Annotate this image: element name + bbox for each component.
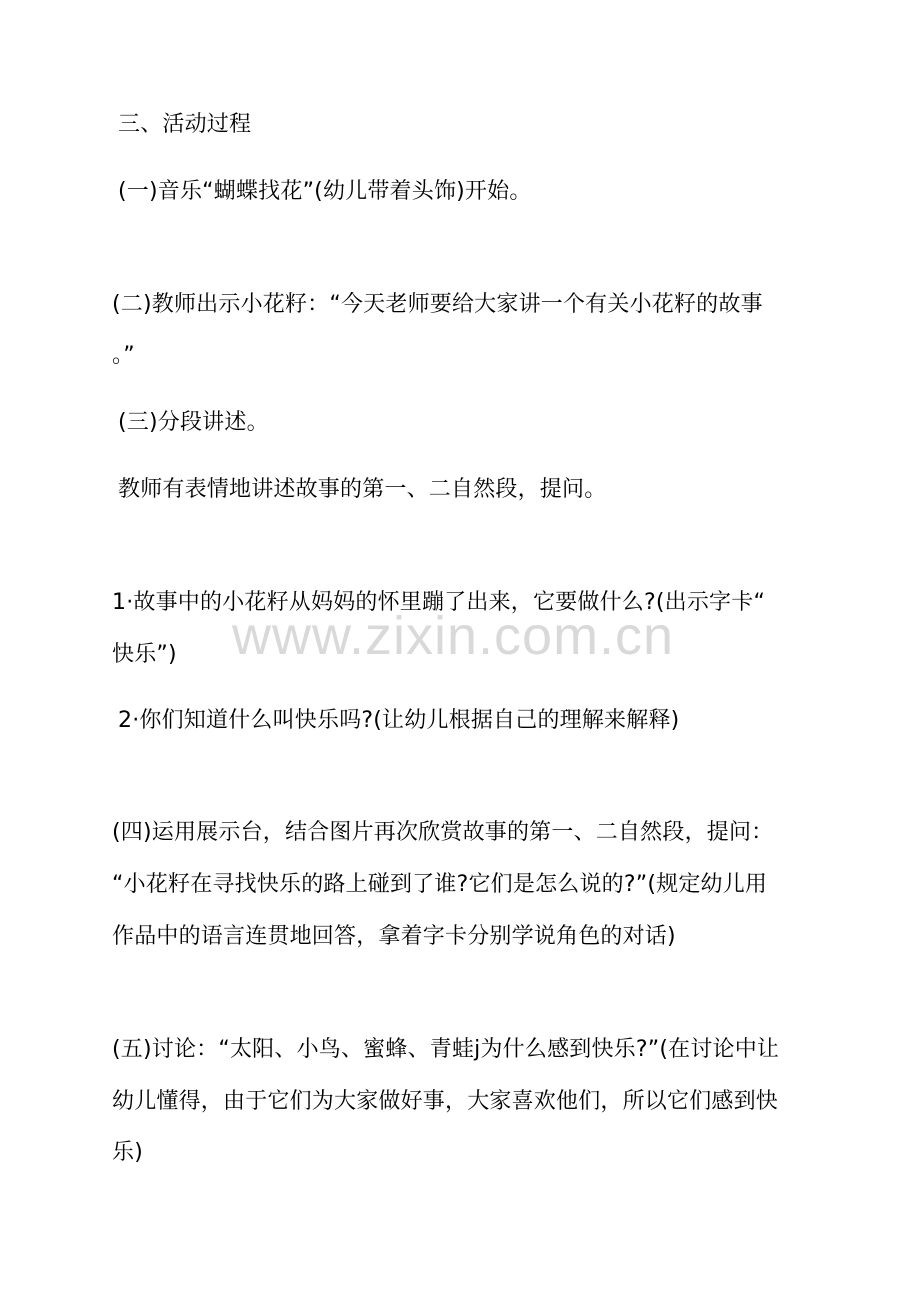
paragraph-line: 1·故事中的小花籽从妈妈的怀里蹦了出来，它要做什么?(出示字卡“ (112, 590, 766, 615)
section-heading: 三、活动过程 (118, 112, 252, 137)
paragraph-line: 2·你们知道什么叫快乐吗?(让幼儿根据自己的理解来解释) (118, 708, 680, 733)
paragraph-line: 教师有表情地讲述故事的第一、二自然段，提问。 (118, 477, 607, 502)
paragraph-line: (五)讨论：“太阳、小鸟、蜜蜂、青蛙j为什么感到快乐?”(在讨论中让 (112, 1037, 780, 1062)
paragraph-line: 作品中的语言连贯地回答，拿着字卡分别学说角色的对话) (112, 924, 676, 949)
paragraph-line: (三)分段讲述。 (118, 410, 269, 435)
paragraph-line: 。” (112, 343, 135, 368)
paragraph-line: 幼儿懂得，由于它们为大家做好事，大家喜欢他们，所以它们感到快 (112, 1089, 779, 1114)
paragraph-line: (二)教师出示小花籽：“今天老师要给大家讲一个有关小花籽的故事 (112, 292, 763, 317)
watermark-text: www.zixin.com.cn (232, 606, 675, 666)
paragraph-line: (一)音乐“蝴蝶找花”(幼儿带着头饰)开始。 (118, 179, 532, 204)
paragraph-line: 乐) (112, 1140, 143, 1165)
paragraph-line: “小花籽在寻找快乐的路上碰到了谁?它们是怎么说的?”(规定幼儿用 (112, 872, 768, 897)
paragraph-line: (四)运用展示台，结合图片再次欣赏故事的第一、二自然段，提问： (112, 820, 774, 845)
paragraph-line: 快乐”) (112, 642, 177, 667)
